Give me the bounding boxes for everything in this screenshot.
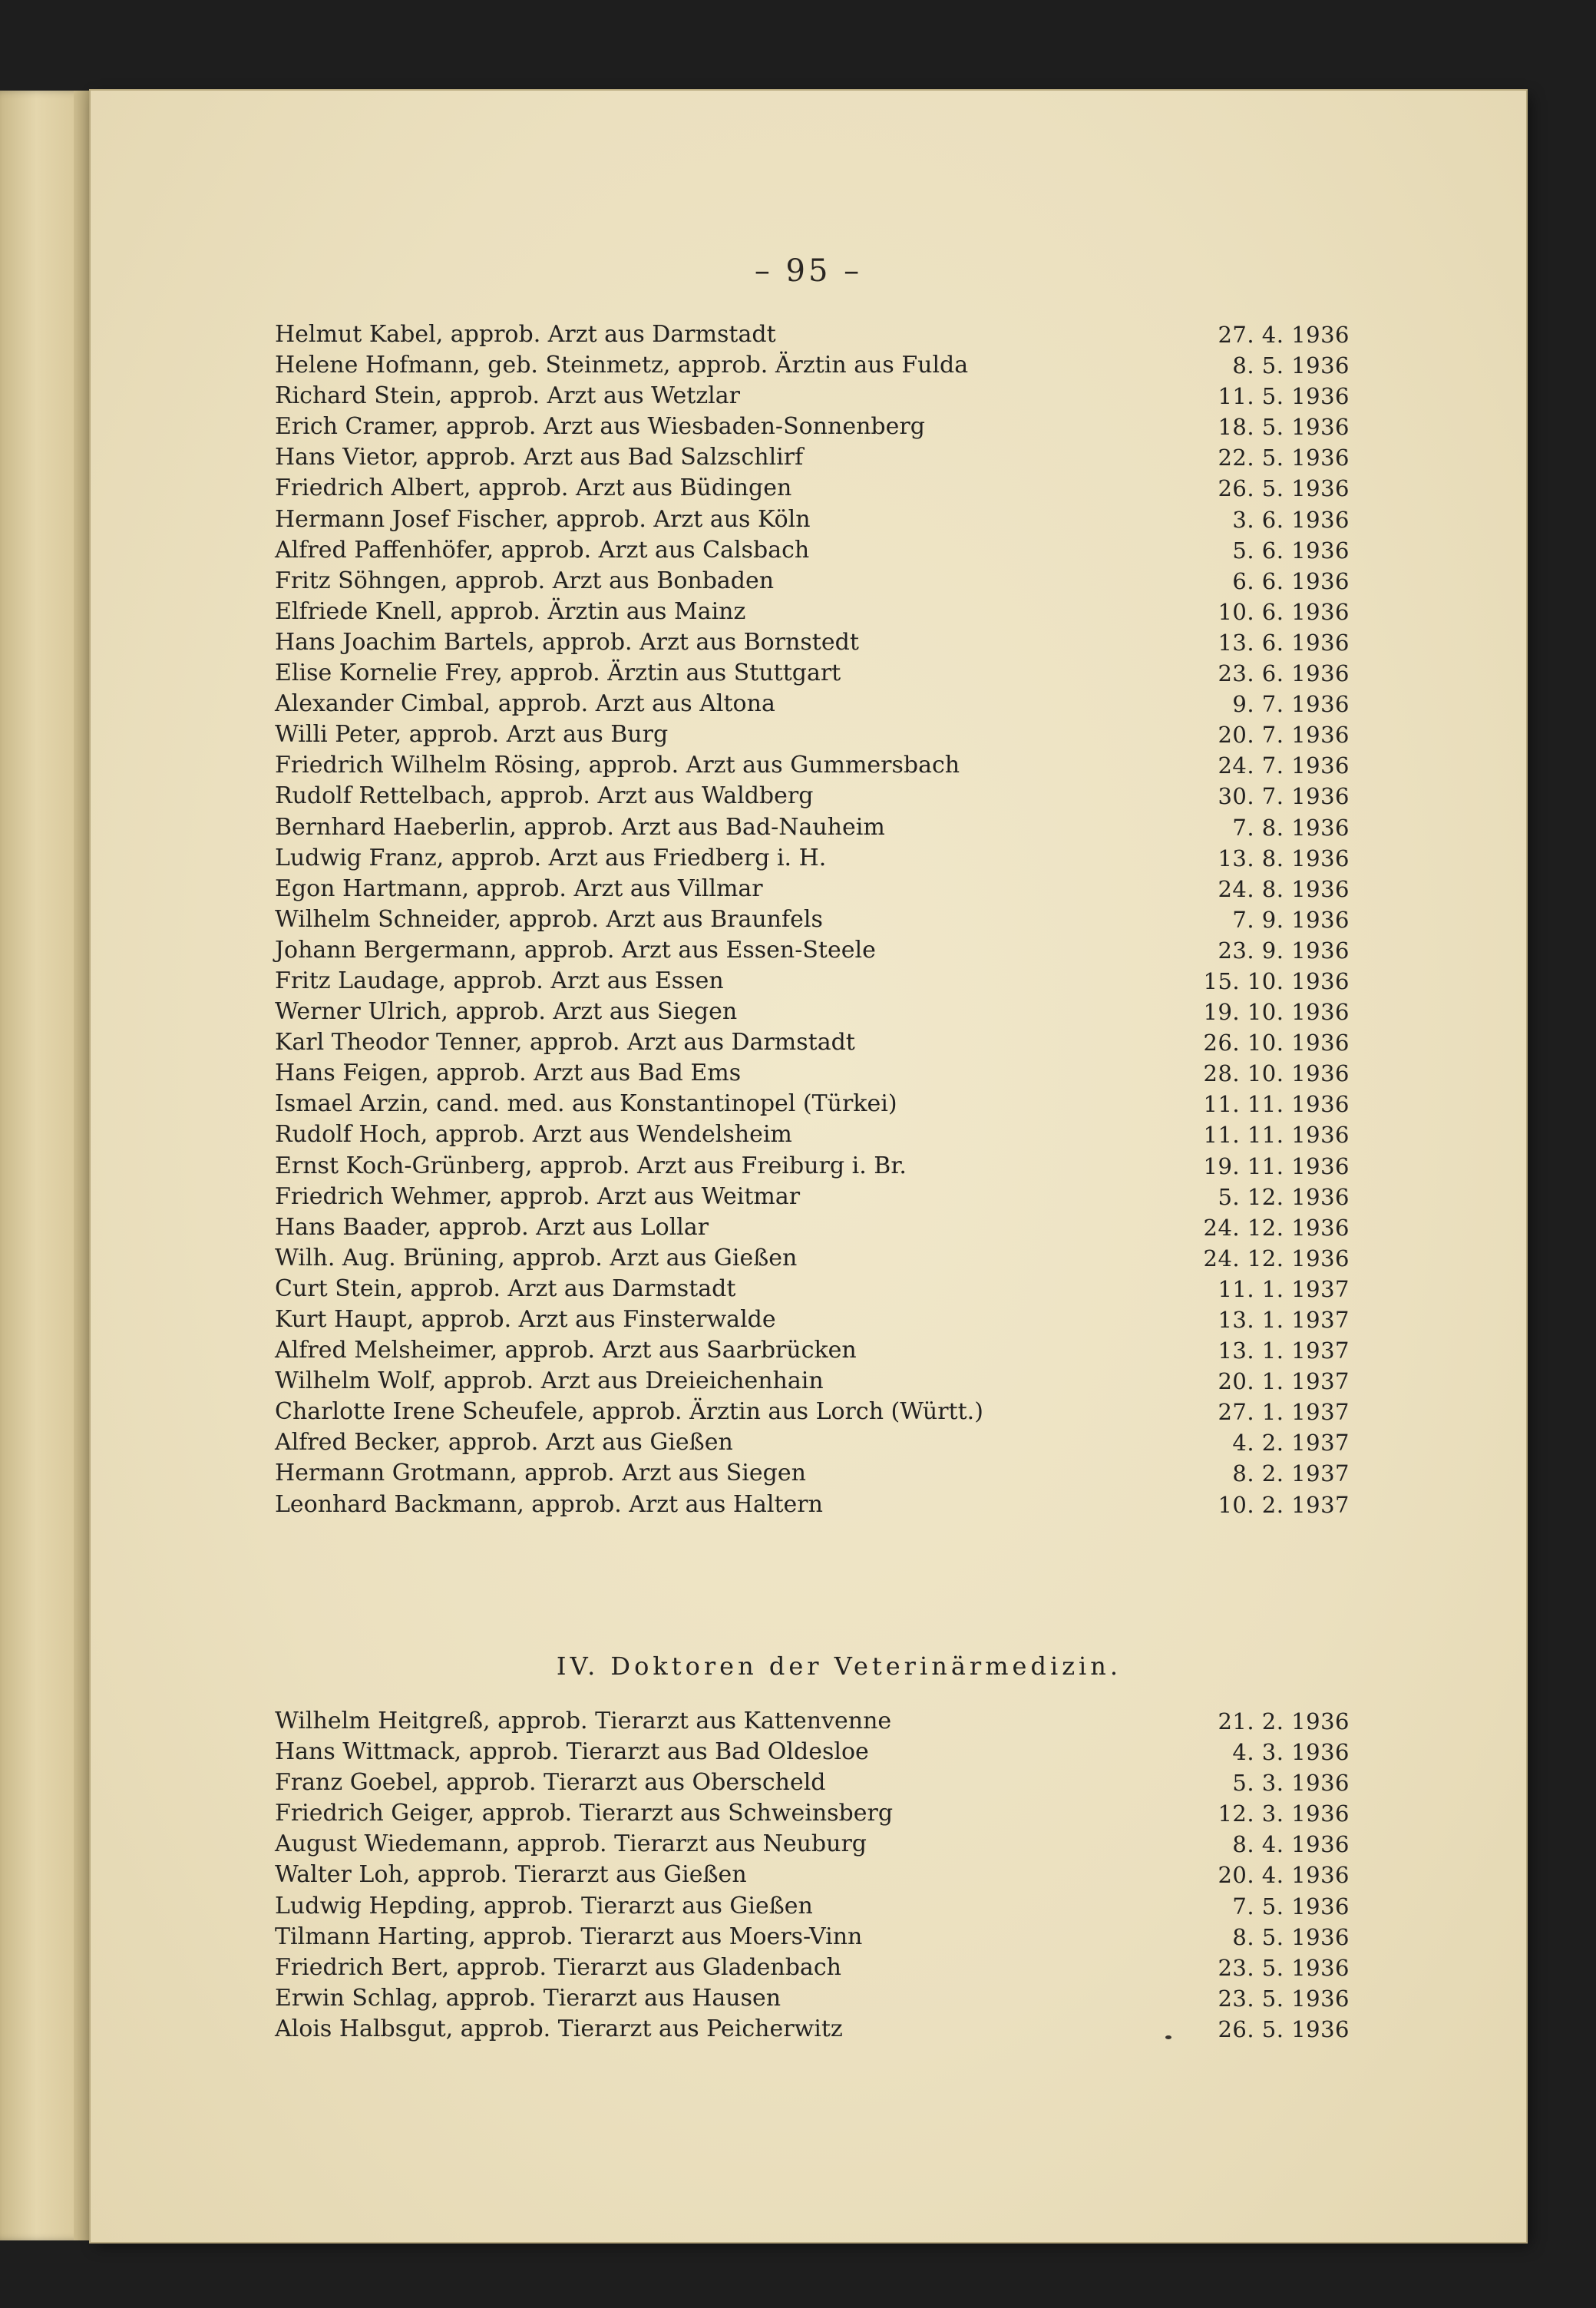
entry-name: Friedrich Geiger, approb. Tierarzt aus Schweinsberg	[275, 1800, 894, 1827]
list-item	[275, 904, 1350, 935]
entry-date: 7. 8. 1936	[1232, 814, 1350, 841]
list-item	[275, 1182, 1350, 1212]
entry-date: 23. 9. 1936	[1218, 937, 1350, 964]
entry-name: Fritz Söhngen, approb. Arzt aus Bonbaden	[275, 567, 775, 594]
entry-date: 11. 11. 1936	[1203, 1122, 1350, 1149]
entry-name: Kurt Haupt, approb. Arzt aus Finsterwalde	[275, 1306, 776, 1333]
entry-date: 8. 4. 1936	[1232, 1831, 1350, 1858]
entry-date: 23. 5. 1936	[1218, 1954, 1350, 1981]
list-item	[275, 597, 1350, 627]
list-item	[275, 1119, 1350, 1150]
entry-date: 24. 7. 1936	[1218, 752, 1350, 779]
list-item	[275, 1427, 1350, 1458]
entry-date: 26. 5. 1936	[1218, 2015, 1350, 2042]
medicine-doctors-list	[275, 319, 1350, 1520]
ink-speck	[1165, 2035, 1171, 2039]
entry-date: 24. 12. 1936	[1203, 1245, 1350, 1271]
entry-name: Leonhard Backmann, approb. Arzt aus Haltern	[275, 1490, 823, 1518]
entry-date: 19. 11. 1936	[1203, 1152, 1350, 1179]
entry-date: 7. 9. 1936	[1232, 906, 1350, 933]
entry-date: 30. 7. 1936	[1218, 783, 1350, 810]
entry-date: 13. 6. 1936	[1218, 629, 1350, 656]
entry-name: Hermann Grotmann, approb. Arzt aus Siegen	[275, 1460, 806, 1487]
list-item	[275, 1274, 1350, 1304]
list-item	[275, 1983, 1350, 2014]
entry-date: 23. 5. 1936	[1218, 1985, 1350, 2012]
entry-name: Curt Stein, approb. Arzt aus Darmstadt	[275, 1275, 736, 1302]
list-item	[275, 1706, 1350, 1737]
entry-date: 5. 12. 1936	[1218, 1183, 1350, 1210]
entry-name: Wilhelm Wolf, approb. Arzt aus Dreieichenhain	[275, 1367, 824, 1395]
entry-name: Wilhelm Heitgreß, approb. Tierarzt aus Kattenvenne	[275, 1708, 892, 1734]
entry-name: Ismael Arzin, cand. med. aus Konstantinopel (Türkei)	[275, 1090, 897, 1118]
entry-date: 26. 5. 1936	[1218, 475, 1350, 502]
entry-name: Erwin Schlag, approb. Tierarzt aus Hausen	[275, 1984, 781, 2012]
document-page	[91, 91, 1526, 2242]
list-item	[275, 719, 1350, 750]
entry-name: Ludwig Hepding, approb. Tierarzt aus Gießen	[275, 1892, 813, 1919]
list-item	[275, 1304, 1350, 1335]
entry-name: Alexander Cimbal, approb. Arzt aus Altona	[275, 690, 775, 718]
entry-date: 13. 1. 1937	[1218, 1307, 1350, 1333]
entry-name: Egon Hartmann, approb. Arzt aus Villmar	[275, 875, 763, 902]
entry-date: 8. 5. 1936	[1232, 352, 1350, 379]
entry-date: 6. 6. 1936	[1232, 567, 1350, 594]
list-item	[275, 1490, 1350, 1520]
entry-name: Alfred Becker, approb. Arzt aus Gießen	[275, 1429, 733, 1457]
entry-date: 24. 12. 1936	[1203, 1214, 1350, 1241]
entry-date: 18. 5. 1936	[1218, 414, 1350, 441]
entry-name: Friedrich Bert, approb. Tierarzt aus Gladenbach	[275, 1953, 841, 1981]
list-item	[275, 1953, 1350, 1983]
entry-date: 26. 10. 1936	[1203, 1030, 1350, 1056]
entry-date: 9. 7. 1936	[1232, 691, 1350, 718]
entry-date: 5. 6. 1936	[1232, 537, 1350, 564]
entry-name: Rudolf Rettelbach, approb. Arzt aus Waldberg	[275, 782, 814, 810]
list-item	[275, 1922, 1350, 1953]
entry-date: 10. 2. 1937	[1218, 1491, 1350, 1518]
list-item	[275, 874, 1350, 904]
list-item	[275, 1027, 1350, 1058]
entry-date: 21. 2. 1936	[1218, 1708, 1350, 1734]
list-item	[275, 627, 1350, 658]
entry-name: Hermann Josef Fischer, approb. Arzt aus Köln	[275, 505, 811, 533]
entry-name: Karl Theodor Tenner, approb. Arzt aus Darmstadt	[275, 1029, 855, 1056]
entry-date: 12. 3. 1936	[1218, 1800, 1350, 1827]
entry-date: 20. 1. 1937	[1218, 1368, 1350, 1395]
list-item	[275, 1798, 1350, 1829]
list-item	[275, 2014, 1350, 2045]
entry-name: Walter Loh, approb. Tierarzt aus Gießen	[275, 1861, 747, 1889]
entry-name: Alois Halbsgut, approb. Tierarzt aus Peicherwitz	[275, 2015, 843, 2042]
list-item	[275, 1212, 1350, 1243]
list-item	[275, 1243, 1350, 1274]
entry-date: 24. 8. 1936	[1218, 875, 1350, 902]
entry-date: 28. 10. 1936	[1203, 1060, 1350, 1087]
entry-name: Wilh. Aug. Brüning, approb. Arzt aus Gießen	[275, 1244, 798, 1271]
veterinary-doctors-list	[275, 1706, 1350, 2045]
entry-name: Elise Kornelie Frey, approb. Ärztin aus Stuttgart	[275, 660, 841, 687]
entry-name: Richard Stein, approb. Arzt aus Wetzlar	[275, 382, 740, 410]
list-item	[275, 319, 1350, 350]
list-item	[275, 812, 1350, 843]
list-item	[275, 1058, 1350, 1089]
entry-name: Wilhelm Schneider, approb. Arzt aus Braunfels	[275, 905, 823, 933]
list-item	[275, 843, 1350, 874]
list-item	[275, 473, 1350, 504]
entry-name: Hans Joachim Bartels, approb. Arzt aus Bornstedt	[275, 628, 859, 656]
entry-date: 4. 2. 1937	[1232, 1430, 1350, 1457]
entry-name: Charlotte Irene Scheufele, approb. Ärztin aus Lorch (Württ.)	[275, 1398, 983, 1426]
section-heading-veterinary: IV. Doktoren der Veterinärmedizin.	[556, 1652, 1122, 1681]
entry-date: 11. 1. 1937	[1218, 1275, 1350, 1302]
entry-name: Friedrich Albert, approb. Arzt aus Büdingen	[275, 474, 792, 502]
entry-date: 27. 1. 1937	[1218, 1399, 1350, 1426]
entry-name: Hans Wittmack, approb. Tierarzt aus Bad Oldesloe	[275, 1738, 869, 1766]
entry-date: 13. 1. 1937	[1218, 1338, 1350, 1364]
page-number: – 95 –	[754, 253, 863, 289]
entry-name: Ernst Koch-Grünberg, approb. Arzt aus Freiburg i. Br.	[275, 1152, 907, 1179]
list-item	[275, 1829, 1350, 1860]
list-item	[275, 381, 1350, 412]
entry-date: 3. 6. 1936	[1232, 506, 1350, 533]
entry-date: 8. 5. 1936	[1232, 1923, 1350, 1950]
entry-name: Alfred Melsheimer, approb. Arzt aus Saarbrücken	[275, 1337, 857, 1364]
list-item	[275, 750, 1350, 781]
entry-date: 13. 8. 1936	[1218, 845, 1350, 871]
list-item	[275, 1891, 1350, 1922]
list-item	[275, 350, 1350, 381]
entry-date: 8. 2. 1937	[1232, 1460, 1350, 1487]
entry-name: Erich Cramer, approb. Arzt aus Wiesbaden-Sonnenberg	[275, 413, 925, 441]
entry-name: Hans Vietor, approb. Arzt aus Bad Salzschlirf	[275, 444, 804, 471]
entry-name: Johann Bergermann, approb. Arzt aus Essen-Steele	[275, 936, 876, 964]
entry-name: Friedrich Wilhelm Rösing, approb. Arzt aus Gummersbach	[275, 752, 960, 779]
entry-name: Fritz Laudage, approb. Arzt aus Essen	[275, 967, 724, 994]
list-item	[275, 1335, 1350, 1366]
entry-date: 5. 3. 1936	[1232, 1770, 1350, 1797]
list-item	[275, 535, 1350, 566]
list-item	[275, 1860, 1350, 1890]
entry-date: 20. 7. 1936	[1218, 722, 1350, 749]
entry-name: Franz Goebel, approb. Tierarzt aus Oberscheld	[275, 1769, 826, 1797]
entry-name: Ludwig Franz, approb. Arzt aus Friedberg i. H.	[275, 844, 827, 871]
entry-date: 4. 3. 1936	[1232, 1739, 1350, 1766]
entry-date: 7. 5. 1936	[1232, 1893, 1350, 1919]
list-item	[275, 689, 1350, 719]
list-item	[275, 1366, 1350, 1397]
list-item	[275, 1458, 1350, 1489]
list-item	[275, 566, 1350, 597]
entry-name: Tilmann Harting, approb. Tierarzt aus Moers-Vinn	[275, 1923, 863, 1950]
entry-date: 10. 6. 1936	[1218, 598, 1350, 625]
entry-name: Elfriede Knell, approb. Ärztin aus Mainz	[275, 597, 746, 625]
entry-name: Alfred Paffenhöfer, approb. Arzt aus Calsbach	[275, 536, 810, 564]
list-item	[275, 1767, 1350, 1798]
entry-date: 15. 10. 1936	[1203, 967, 1350, 994]
entry-date: 11. 11. 1936	[1203, 1091, 1350, 1118]
list-item	[275, 966, 1350, 997]
entry-name: Rudolf Hoch, approb. Arzt aus Wendelsheim	[275, 1121, 792, 1149]
list-item	[275, 1737, 1350, 1767]
entry-name: Werner Ulrich, approb. Arzt aus Siegen	[275, 998, 738, 1026]
entry-name: Hans Feigen, approb. Arzt aus Bad Ems	[275, 1060, 742, 1087]
book-gutter	[74, 91, 91, 2240]
entry-date: 23. 6. 1936	[1218, 660, 1350, 687]
list-item	[275, 1397, 1350, 1427]
entry-name: Willi Peter, approb. Arzt aus Burg	[275, 721, 669, 749]
list-item	[275, 658, 1350, 689]
entry-name: Friedrich Wehmer, approb. Arzt aus Weitmar	[275, 1182, 801, 1210]
entry-name: August Wiedemann, approb. Tierarzt aus Neuburg	[275, 1830, 867, 1858]
entry-date: 11. 5. 1936	[1218, 383, 1350, 410]
list-item	[275, 442, 1350, 473]
entry-date: 19. 10. 1936	[1203, 999, 1350, 1026]
entry-date: 22. 5. 1936	[1218, 445, 1350, 471]
list-item	[275, 504, 1350, 535]
list-item	[275, 1089, 1350, 1119]
list-item	[275, 412, 1350, 442]
entry-name: Helmut Kabel, approb. Arzt aus Darmstadt	[275, 321, 776, 348]
list-item	[275, 781, 1350, 812]
entry-date: 27. 4. 1936	[1218, 322, 1350, 348]
list-item	[275, 935, 1350, 966]
entry-name: Hans Baader, approb. Arzt aus Lollar	[275, 1213, 709, 1241]
list-item	[275, 1151, 1350, 1182]
entry-name: Bernhard Haeberlin, approb. Arzt aus Bad-Nauheim	[275, 813, 885, 841]
entry-date: 20. 4. 1936	[1218, 1862, 1350, 1889]
entry-name: Helene Hofmann, geb. Steinmetz, approb. Ärztin aus Fulda	[275, 352, 969, 379]
list-item	[275, 997, 1350, 1027]
